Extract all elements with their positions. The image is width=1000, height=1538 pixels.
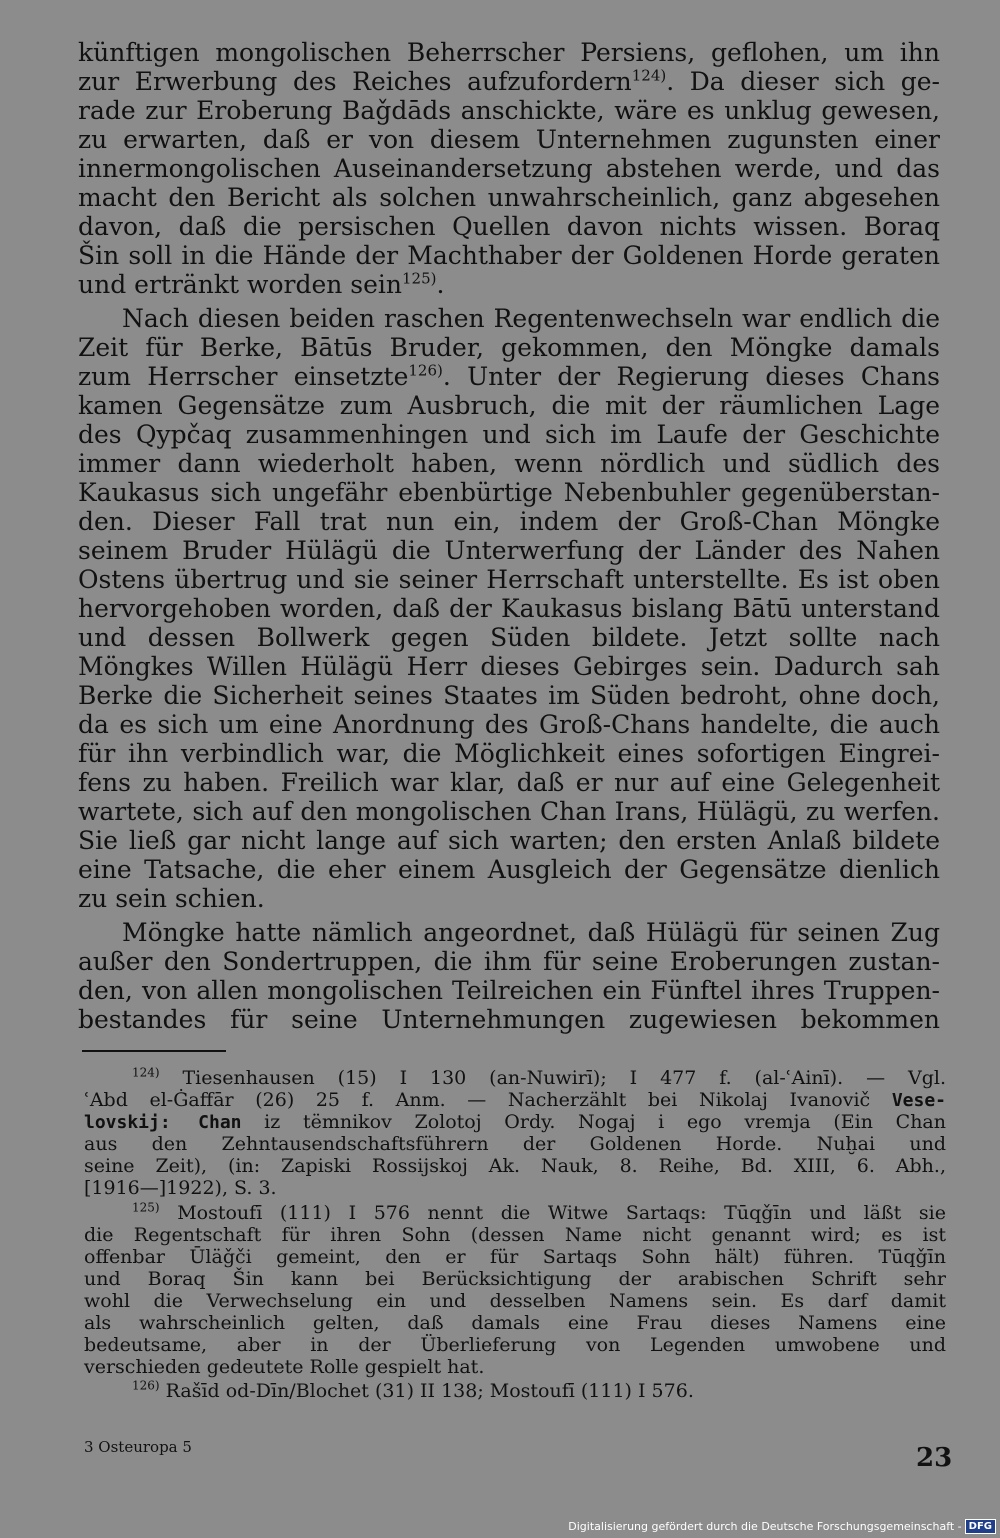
text-line: bestandes für seine Unternehmungen zugewiesen bekommen (78, 1005, 940, 1034)
footnote-ref: 126) (408, 361, 443, 380)
text-line: da es sich um eine Anordnung des Groß-Chans handelte, die auch (78, 710, 940, 739)
text-line: und Boraq Šin kann bei Berücksichtigung der arabischen Schrift sehr (84, 1267, 946, 1290)
footnote-number: 124) (132, 1065, 160, 1080)
printer-signature: 3 Osteuropa 5 (84, 1438, 192, 1456)
text-line: fens zu haben. Freilich war klar, daß er nur auf eine Gelegenheit (78, 768, 940, 797)
paragraph (78, 38, 940, 299)
text-line: wartete, sich auf den mongolischen Chan Irans, Hülägü, zu werfen. (78, 797, 940, 826)
text-line: zum Herrscher einsetzte$^{126)}$. Unter der Regierung dieses Chans (78, 361, 940, 391)
text-line: zu erwarten, daß er von diesem Unternehmen zugunsten einer (78, 125, 940, 154)
text-line: seinem Bruder Hülägü die Unterwerfung der Länder des Nahen (78, 536, 940, 565)
text-line: immer dann wiederholt haben, wenn nördlich und südlich des (78, 449, 940, 478)
text-line: innermongolischen Auseinandersetzung abstehen werde, und das (78, 154, 940, 183)
text-line: [1916—]1922), S. 3. (84, 1177, 277, 1200)
text-line: verschieden gedeutete Rolle gespielt hat. (84, 1356, 485, 1379)
text-line: Möngke hatte nämlich angeordnet, daß Hülägü für seinen Zug (122, 918, 940, 947)
paragraph (78, 304, 940, 913)
text-line: des Qypčaq zusammenhingen und sich im Laufe der Geschichte (78, 420, 940, 449)
dfg-logo-icon: DFG (965, 1519, 996, 1534)
text-line: Berke die Sicherheit seines Staates im Süden bedroht, ohne doch, (78, 681, 940, 710)
text-line: und dessen Bollwerk gegen Süden bildete. Jetzt sollte nach (78, 623, 940, 652)
text-line: $^{126)}$ Rašīd od-Dīn/Blochet (31) II 138; Mostoufī (111) I 576. (132, 1378, 694, 1403)
text-line: Sie ließ gar nicht lange auf sich warten; den ersten Anlaß bildete (78, 826, 940, 855)
text-line: und ertränkt worden sein$^{125)}$. (78, 269, 445, 299)
main-text (78, 38, 940, 1034)
text-line: kamen Gegensätze zum Ausbruch, die mit der räumlichen Lage (78, 391, 940, 420)
text-line: aus den Zehntausendschaftsführern der Goldenen Horde. Nuḫai und (84, 1133, 946, 1156)
footnote-ref: 124) (631, 66, 667, 85)
text-line: wohl die Verwechselung ein und desselben Namens sein. Es darf damit (84, 1289, 946, 1312)
text-line: davon, daß die persischen Quellen davon nichts wissen. Boraq (78, 212, 940, 241)
text-line: hervorgehoben worden, daß der Kaukasus bislang Bātū unterstand (78, 594, 940, 623)
text-line: zur Erwerbung des Reiches aufzufordern$^{124)}$. Da dieser sich ge- (78, 66, 940, 96)
paragraph (78, 918, 940, 1034)
text-line: die Regentschaft für ihren Sohn (dessen Name nicht genannt wird; es ist (84, 1223, 946, 1246)
text-line: Nach diesen beiden raschen Regentenwechseln war endlich die (122, 304, 940, 333)
text-line: Ostens übertrug und sie seiner Herrschaft unterstellte. Es ist oben (78, 565, 940, 594)
text-line: den, von allen mongolischen Teilreichen ein Fünftel ihres Truppen- (78, 976, 940, 1005)
footnote-number: 125) (132, 1200, 160, 1215)
text-line: Kaukasus sich ungefähr ebenbürtige Nebenbuhler gegenüberstan- (78, 478, 940, 507)
text-line: Möngkes Willen Hülägü Herr dieses Gebirges sein. Dadurch sah (78, 652, 940, 681)
text-line: eine Tatsache, die eher einem Ausgleich der Gegensätze dienlich (78, 855, 940, 884)
text-line: $^{124)}$ Tiesenhausen (15) I 130 (an-Nuwirī); I 477 f. (al-ʿAinī). — Vgl. (132, 1065, 946, 1089)
text-line: für ihn verbindlich war, die Möglichkeit eines sofortigen Eingrei- (78, 739, 940, 768)
footnote (84, 1202, 946, 1379)
footnote (84, 1380, 946, 1402)
text-line: rade zur Eroberung Baǧdāds anschickte, wäre es unklug gewesen, (78, 96, 940, 125)
footnote-separator (82, 1050, 226, 1052)
text-line: als wahrscheinlich gelten, daß damals eine Frau dieses Namens eine (84, 1312, 946, 1335)
text-line: macht den Bericht als solchen unwahrscheinlich, ganz abgesehen (78, 183, 940, 212)
text-line: seine Zeit), (in: Zapiski Rossijskoj Ak. Nauk, 8. Reihe, Bd. XIII, 6. Abh., (84, 1155, 946, 1178)
text-line: außer den Sondertruppen, die ihm für seine Eroberungen zustan- (78, 947, 940, 976)
text-line: ʿAbd el-Ġaffār (26) 25 f. Anm. — Nacherzählt bei Nikolaj Ivanovič Vese- (84, 1089, 946, 1112)
text-line: $^{125)}$ Mostoufī (111) I 576 nennt die Witwe Sartaqs: Tūqǧīn und läßt sie (132, 1200, 946, 1224)
footnote-number: 126) (132, 1378, 160, 1393)
page-number: 23 (916, 1443, 953, 1473)
text-line: bedeutsame, aber in der Überlieferung von Legenden umwobene und (84, 1334, 946, 1357)
text-line: den. Dieser Fall trat nun ein, indem der Groß-Chan Möngke (78, 507, 940, 536)
text-line: offenbar Ūläǧči gemeint, den er für Sartaqs Sohn hält) führen. Tūqǧīn (84, 1245, 946, 1268)
text-line: Šin soll in die Hände der Machthaber der Goldenen Horde geraten (78, 241, 940, 270)
text-line: zu sein schien. (78, 884, 265, 913)
footnotes (84, 1067, 946, 1402)
text-line: künftigen mongolischen Beherrscher Persiens, geflohen, um ihn (78, 38, 940, 67)
credit-text: Digitalisierung gefördert durch die Deutsche Forschungsgemeinschaft - (568, 1520, 962, 1533)
text-line: Zeit für Berke, Bātūs Bruder, gekommen, den Möngke damals (78, 333, 940, 362)
footnote-ref: 125) (402, 269, 437, 288)
digitization-credit (568, 1519, 996, 1534)
text-line: lovskij: Chan iz tëmnikov Zolotoj Ordy. Nogaj i ego vremja (Ein Chan (84, 1111, 946, 1134)
footnote (84, 1067, 946, 1200)
